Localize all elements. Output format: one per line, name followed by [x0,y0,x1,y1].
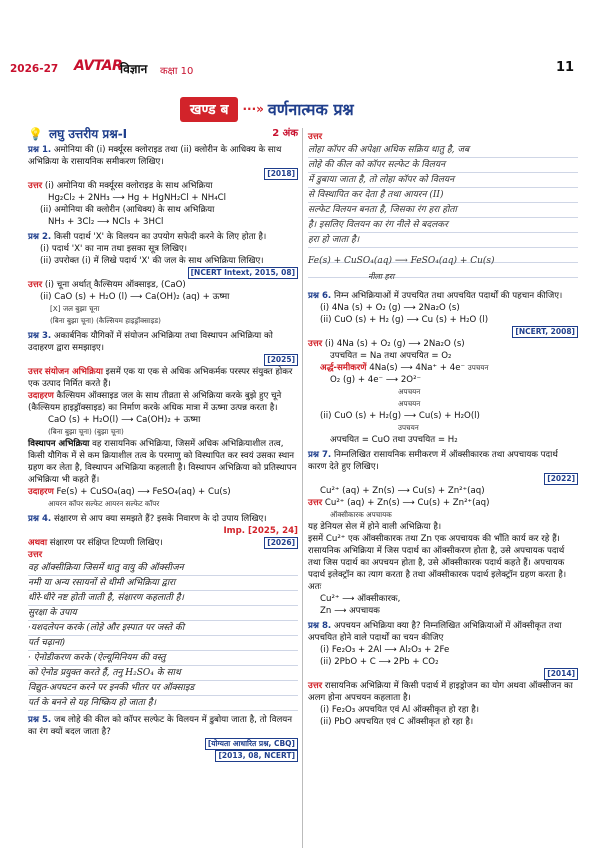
year-tag: [2026] [264,537,298,549]
equation: (ii) CaO (s) + H₂O (l) ⟶ Ca(OH)₂ (aq) + ऊष्मा [40,292,230,302]
arrow-label: अपचयन [398,399,421,408]
answer-label: उत्तर [308,339,323,349]
handwritten-line: लोहे की कील को कॉपर सल्फेट के विलयन [308,160,446,170]
alternate-text: संक्षारण पर संक्षिप्त टिप्पणी लिखिए। [49,538,163,548]
answer-line: Zn ⟶ अपचायक [320,606,380,616]
answer-line: Cu²⁺ ⟶ ऑक्सीकारक, [320,594,401,604]
example-label: उदाहरण [28,487,54,497]
arrow-label: उपचयन [467,363,489,372]
question-text: जब लोहे की कील को कॉपर सल्फेट के विलयन में डुबोया जाता है, तो विलयन का रंग क्यों बदल जाता है? [28,715,293,737]
answer-text: यह डेनियल सेल में होने वाली अभिक्रिया है। [308,522,442,532]
class-label: कक्षा 10 [160,66,194,77]
handwritten-line: · ऐनोडीकरण करके (ऐल्यूमिनियम की वस्तु [28,653,166,663]
definition: रासायनिक अभिक्रिया में किसी पदार्थ में हाइड्रोजन का योग अथवा ऑक्सीजन का अलग होना अपचयन कहलाता है। [308,681,573,703]
answer-line: (ii) PbO अपचयित एवं C ऑक्सीकृत हो रहा है। [320,717,474,727]
handwritten-line: वह ऑक्सीक्रिया जिसमें धातु वायु की ऑक्सीजन [28,563,184,573]
handwritten-line: लोहा कॉपर की अपेक्षा अधिक सक्रिय धातु है, जब [308,145,470,155]
handwritten-line: नमी या अन्य रसायनों से धीमी अभिक्रिया द्वारा [28,578,176,588]
equation-labels: (बिना बुझा चूना) (बुझा चूना) [48,427,124,436]
left-column [28,128,298,762]
question-5 [28,714,298,762]
answer-line: (i) Fe₂O₃ अपचयित एवं Al ऑक्सीकृत हो रहा है। [320,705,480,715]
question-text: निम्न अभिक्रियाओं में उपचयित तथा अपचयित पदार्थों की पहचान कीजिए। [333,291,563,301]
subsection-heading [28,128,298,140]
alternate-label: अथवा [28,538,48,548]
question-type-tag: [योग्यता आधारित प्रश्न, CBQ] [205,738,298,750]
right-column [308,128,578,728]
answer-line: (ii) अमोनिया की क्लोरीन (आधिक्य) के साथ अभिक्रिया [40,205,215,215]
question-3 [28,330,298,510]
answer-text: इसमें Cu²⁺ एक ऑक्सीकारक तथा Zn एक अपचायक की भाँति कार्य कर रहे हैं। रासायनिक अभिक्रिया में जिस पदार्थ का ऑक्सीकरण होता है, उसे अपचायक पदार्थ तथा जिस पदार्थ का अपचयन होता है, उसे ऑक्सीकारक पदार्थ कहते हैं। अपचायक पदार्थ इलेक्ट्रॉन का त्याग करता है तथा ऑक्सीकारक पदार्थ इलेक्ट्रॉन ग्रहण करता है। अतः [308,534,567,592]
handwritten-line: Fe(s) + CuSO₄(aq) ⟶ FeSO₄(aq) + Cu(s) [308,256,495,266]
equation-labels: ऑक्सीकारक अपचायक [330,510,392,519]
year-tag: [2014] [544,668,578,680]
handwritten-line: हरा हो जाता है। [308,235,360,245]
question-text: निम्नलिखित रासायनिक समीकरण में ऑक्सीकारक तथा अपचायक पदार्थ कारण देते हुए लिखिए। [308,450,558,472]
question-number: प्रश्न 2. [28,232,52,242]
answer-label: उत्तर [28,181,43,191]
question-6 [308,290,578,446]
definition: वह रासायनिक अभिक्रिया, जिसमें अधिक अभिक्रियाशील तत्व, किसी यौगिक में से कम क्रियाशील तत्व के परमाणु को विस्थापित कर स्वयं उसका स्थान ग्रहण कर लेता है, विस्थापन अभिक्रिया कहलाती है। विस्थापन अभिक्रिया को प्रतिस्थापन अभिक्रिया भी कहते हैं। [28,439,297,485]
equation-labels: (बिना बुझा चूना) (कैल्सियम हाइड्रॉक्साइड) [50,316,161,325]
equation: Fe(s) + CuSO₄(aq) ⟶ FeSO₄(aq) + Cu(s) [56,487,231,497]
subject-label: विज्ञान [120,62,148,76]
arrow-icon: ···» [242,102,264,116]
question-text: संक्षारण से आप क्या समझते हैं? इसके निवारण के दो उपाय लिखिए। [53,514,267,524]
answer-line: (i) चूना अर्थात् कैल्सियम ऑक्साइड, (CaO) [44,280,186,290]
question-4 [28,513,298,711]
handwritten-line: सुरक्षा के उपाय [28,608,77,618]
question-number: प्रश्न 5. [28,715,52,725]
year-tag: [NCERT Intext, 2015, 08] [188,267,298,279]
half-equation-label: अर्द्ध-समीकरणें [320,363,367,373]
equation: Hg₂Cl₂ + 2NH₃ ⟶ Hg + HgNH₂Cl + NH₄Cl [48,193,227,203]
handwritten-line: विद्युत-अपघटन करने पर इनकी भीतर पर ऑक्साइड [28,683,195,693]
handwritten-line: है। इसलिए विलयन का रंग नीले से बदलकर [308,220,448,230]
question-number: प्रश्न 3. [28,331,52,341]
answer-label: उत्तर [308,681,323,691]
question-text: अपचयन अभिक्रिया क्या है? निम्नलिखित अभिक्रियाओं में ऑक्सीकृत तथा अपचयित होने वाले पदार्थों का चयन कीजिए [308,621,562,643]
question-text: अमोनिया की (i) मर्क्यूरस क्लोराइड तथा (ii) क्लोरीन के आधिक्य के साथ अभिक्रिया के रासायनिक समीकरण लिखिए। [28,145,282,167]
answer-label: उत्तर [308,132,323,142]
year-tag: [2022] [544,473,578,485]
subsection-marks: 2 अंक [272,128,298,139]
answer-line: (i) अमोनिया की मर्क्यूरस क्लोराइड के साथ अभिक्रिया [44,181,213,191]
section-label: खण्ड ब [180,97,238,122]
sub-question: (i) 4Na (s) + O₂ (g) ⟶ 2Na₂O (s) [320,303,460,313]
edition-year: 2026-27 [10,63,59,75]
term: संयोजन अभिक्रिया [44,367,103,377]
example-text: कैल्सियम ऑक्साइड जल के साथ तीव्रता से अभिक्रिया करके बुझे हुए चूने (कैल्सियम हाइड्रॉक्साइड) का निर्माण करके अधिक मात्रा में ऊष्मा उत्पन्न करता है। [28,391,282,413]
year-tag: [NCERT, 2008] [512,326,578,338]
sub-question: (ii) उपरोक्त (i) में लिखे पदार्थ 'X' की जल के साथ अभिक्रिया लिखिए। [40,256,264,266]
brand-logo: AVTAR [74,58,123,74]
section-type-title: वर्णनात्मक प्रश्न [267,100,354,119]
handwritten-line: से विस्थापित कर देता है तथा आयरन (II) [308,190,444,200]
column-divider [302,128,303,848]
arrow-label: उपचयन [398,423,419,432]
half-equation: 4Na(s) ⟶ 4Na⁺ + 4e⁻ [369,363,466,373]
equation-labels: आयरन कॉपर सल्फेट आयरन सल्फेट कॉपर [48,499,160,508]
equation: Cu²⁺ (aq) + Zn(s) ⟶ Cu(s) + Zn²⁺(aq) [324,498,490,508]
example-label: उदाहरण [28,391,54,401]
sub-question: (ii) 2PbO + C ⟶ 2Pb + CO₂ [320,657,439,667]
handwritten-line: नीला हरा [368,272,395,281]
year-tag: [2018] [264,168,298,180]
year-tag: Imp. [2025, 24] [223,526,298,536]
question-number: प्रश्न 6. [308,291,332,301]
page-header [0,0,600,80]
question-number: प्रश्न 4. [28,514,52,524]
handwritten-line: सल्फेट विलयन बनता है, जिसका रंग हरा होता [308,205,457,215]
question-text: अकार्बनिक यौगिकों में संयोजन अभिक्रिया तथा विस्थापन अभिक्रिया को उदाहरण द्वारा समझाइए। [28,331,273,353]
question-8 [308,620,578,728]
half-equation: O₂ (g) + 4e⁻ ⟶ 2O²⁻ [330,375,422,385]
question-number: प्रश्न 8. [308,621,332,631]
handwritten-answer [308,143,578,284]
handwritten-line: को ऐनोड प्रयुक्त करते हैं, तनु H₂SO₄ के साथ [28,668,181,678]
answer-label: उत्तर [28,550,43,560]
term: विस्थापन अभिक्रिया [28,439,90,449]
arrow-label: अपचयन [398,387,421,396]
year-tag: [2025] [264,354,298,366]
answer-5 [308,131,578,284]
handwritten-line: पर्त के बनने से यह निष्क्रिय हो जाता है। [28,698,156,708]
answer-label: उत्तर [28,280,43,290]
equation: (i) 4Na (s) + O₂ (g) ⟶ 2Na₂O (s) [324,339,465,349]
question-7 [308,449,578,617]
handwritten-answer [28,561,298,711]
equation: Cu²⁺ (aq) + Zn(s) ⟶ Cu(s) + Zn²⁺(aq) [320,486,485,496]
equation: CaO (s) + H₂O(l) ⟶ Ca(OH)₂ + ऊष्मा [48,415,201,425]
equation-labels: [X] जल बुझा चूना [50,304,100,313]
handwritten-line: ·यशदलेपन करके (लोहे और इस्पात पर जस्ते की [28,623,185,633]
question-number: प्रश्न 1. [28,145,52,155]
sub-question: (i) Fe₂O₃ + 2Al ⟶ Al₂O₃ + 2Fe [320,645,450,655]
answer-note: उपचयित = Na तथा अपचयित = O₂ [330,351,452,361]
handwritten-line: में डुबाया जाता है, तो लोहा कॉपर को विलयन [308,175,455,185]
equation: NH₃ + 3Cl₂ ⟶ NCl₃ + 3HCl [48,217,164,227]
handwritten-line: धीरे-धीरे नष्ट होती जाती है, संक्षारण कहलाती है। [28,593,184,603]
subsection-title: लघु उत्तरीय प्रश्न-I [48,127,128,141]
section-banner [180,96,354,122]
question-number: प्रश्न 7. [308,450,332,460]
equation: (ii) CuO (s) + H₂(g) ⟶ Cu(s) + H₂O(l) [320,411,480,421]
page-number: 11 [556,60,575,75]
question-2 [28,231,298,327]
lightbulb-icon: 💡 [28,127,43,141]
answer-label: उत्तर [28,367,43,377]
definition: इसमें एक या एक से अधिक अभिकर्मक परस्पर संयुक्त होकर एक उत्पाद निर्मित करते हैं। [28,367,293,389]
answer-label: उत्तर [308,498,323,508]
handwritten-line: पर्त चढ़ाना) [28,638,66,648]
answer-note: अपचयित = CuO तथा उपचयित = H₂ [330,435,458,445]
year-tag: [2013, 08, NCERT] [215,750,298,762]
question-text: किसी पदार्थ 'X' के विलयन का उपयोग सफेदी करने के लिए होता है। [53,232,267,242]
sub-question: (i) पदार्थ 'X' का नाम तथा इसका सूत्र लिखिए। [40,244,188,254]
question-1 [28,144,298,228]
sub-question: (ii) CuO (s) + H₂ (g) ⟶ Cu (s) + H₂O (l) [320,315,489,325]
